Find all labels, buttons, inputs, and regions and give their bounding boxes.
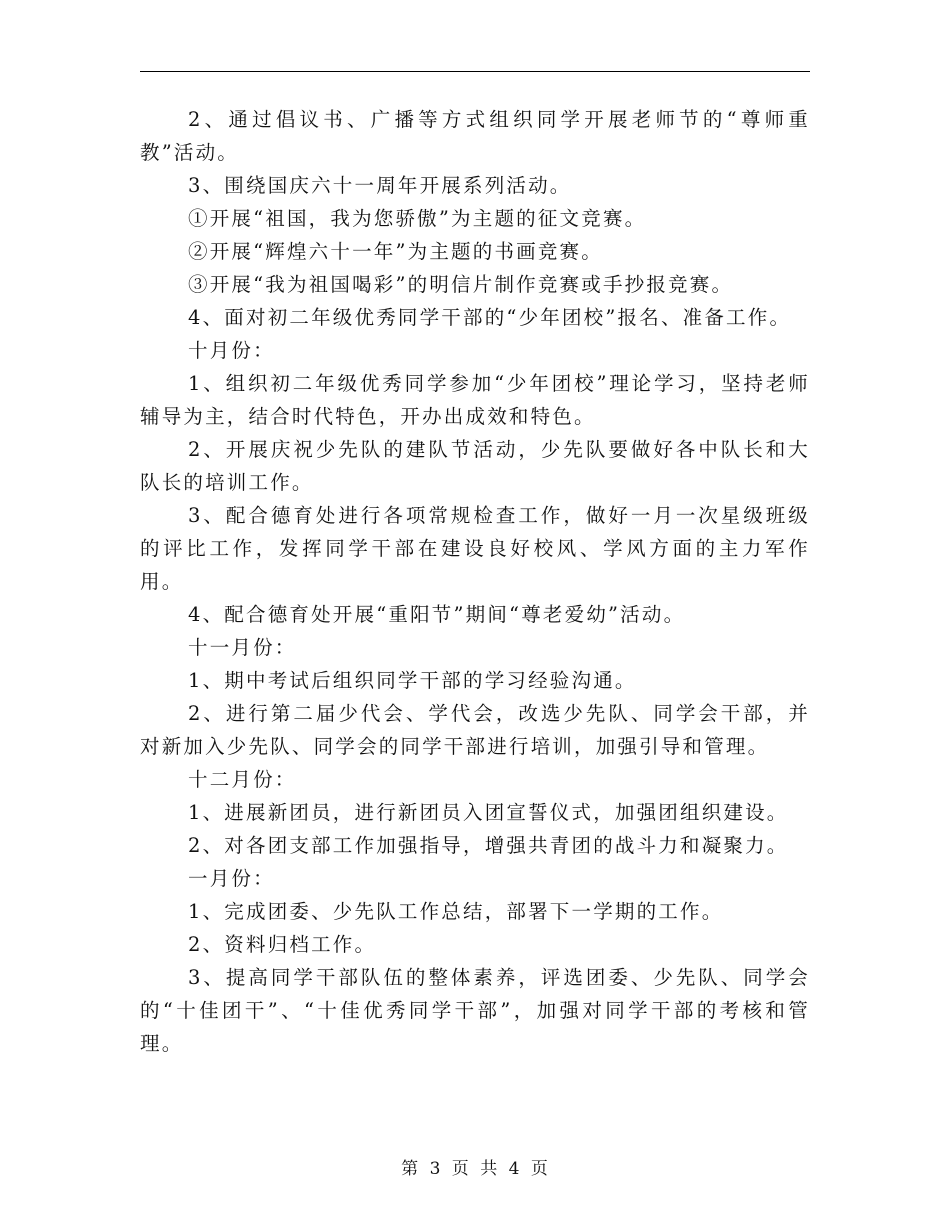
paragraph: 1、完成团委、少先队工作总结，部署下一学期的工作。	[188, 900, 724, 923]
header-rule	[140, 71, 810, 72]
document-body	[140, 103, 810, 1060]
section-heading: 十月份：	[188, 339, 275, 362]
paragraph: 2、资料归档工作。	[188, 933, 377, 956]
paragraph: 4、配合德育处开展“重阳节”期间“尊老爱幼”活动。	[188, 603, 686, 626]
paragraph: 2、对各团支部工作加强指导，增强共青团的战斗力和凝聚力。	[188, 834, 789, 857]
paragraph: 1、期中考试后组织同学干部的学习经验沟通。	[188, 669, 637, 692]
paragraph: ①开展“祖国，我为您骄傲”为主题的征文竞赛。	[188, 207, 647, 230]
paragraph: 2、进行第二届少代会、学代会，改选少先队、同学会干部，并对新加入少先队、同学会的同学干部进行培训，加强引导和管理。	[140, 702, 810, 758]
paragraph: 2、开展庆祝少先队的建队节活动，少先队要做好各中队长和大队长的培训工作。	[140, 438, 810, 494]
paragraph: 3、提高同学干部队伍的整体素养，评选团委、少先队、同学会的“十佳团干”、“十佳优秀同学干部”，加强对同学干部的考核和管理。	[140, 966, 810, 1055]
paragraph: ③开展“我为祖国喝彩”的明信片制作竞赛或手抄报竞赛。	[188, 273, 734, 296]
section-heading: 十一月份：	[188, 636, 297, 659]
paragraph: 1、进展新团员，进行新团员入团宣誓仪式，加强团组织建设。	[188, 801, 789, 824]
paragraph: 4、面对初二年级优秀同学干部的“少年团校”报名、准备工作。	[188, 306, 792, 329]
section-heading: 十二月份：	[188, 768, 297, 791]
section-heading: 一月份：	[188, 867, 275, 890]
page-number: 第 3 页 共 4 页	[401, 1159, 549, 1179]
paragraph: 1、组织初二年级优秀同学参加“少年团校”理论学习，坚持老师辅导为主，结合时代特色，开办出成效和特色。	[140, 372, 810, 428]
paragraph: ②开展“辉煌六十一年”为主题的书画竞赛。	[188, 240, 603, 263]
paragraph: 3、配合德育处进行各项常规检查工作，做好一月一次星级班级的评比工作，发挥同学干部在建设良好校风、学风方面的主力军作用。	[140, 504, 810, 593]
paragraph: 3、围绕国庆六十一周年开展系列活动。	[188, 174, 572, 197]
paragraph: 2、通过倡议书、广播等方式组织同学开展老师节的“尊师重教”活动。	[140, 108, 810, 164]
